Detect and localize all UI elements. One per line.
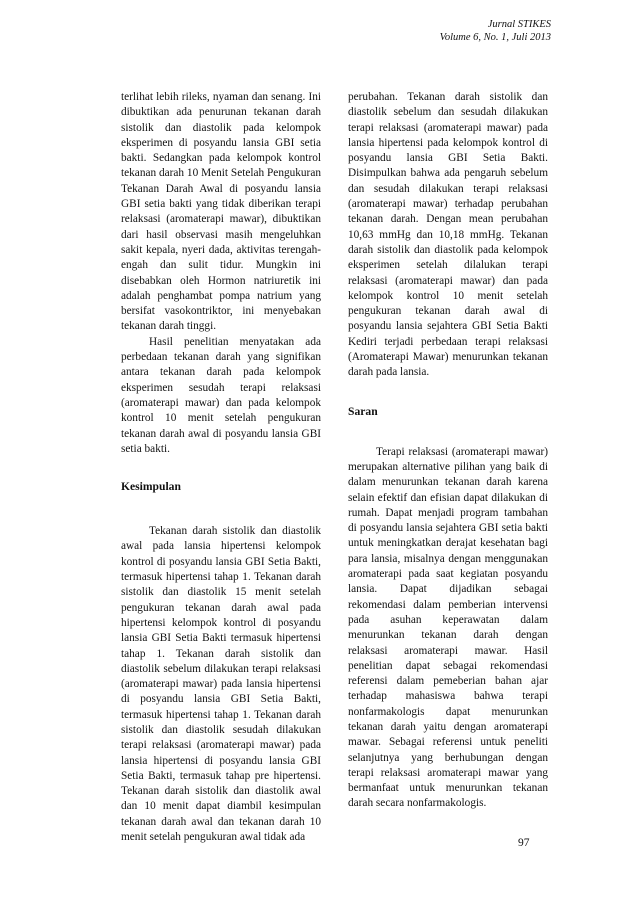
left-paragraph-3: Tekanan darah sistolik dan diastolik awal pada lansia hipertensi kelompok kontrol di posyandu lansia GBI Setia Bakti, termasuk hipertensi tahap 1. Tekanan darah sistolik dan diastolik 15 menit setelah pengukuran tekanan darah awal pada hipertensi kelompok kontrol di posyandu lansia GBI Setia Bakti termasuk hipertensi tahap 1. Tekanan darah sistolik dan diastolik sebelum dilakukan terapi relaksasi (aromaterapi mawar) pada lansia hipertensi di posyandu lansia GBI Setia Bakti, termasuk hipertensi tahap 1. Tekanan darah sistolik dan diastolik sesudah dilakukan terapi relaksasi (aromaterapi mawar) pada lansia hipertensi di posyandu lansia GBI Setia Bakti, termasuk tahap pre hipertensi. Tekanan darah sistolik dan diastolik awal dan 10 menit dapat diambil kesimpulan tekanan darah awal dan tekanan darah 10 menit setelah pengukuran awal tidak ada — [121, 525, 321, 844]
left-column — [121, 90, 321, 845]
journal-volume: Volume 6, No. 1, Juli 2013 — [439, 32, 551, 43]
right-paragraph-2: Terapi relaksasi (aromaterapi mawar) merupakan alternative pilihan yang baik di dalam menurunkan tekanan darah karena selain efektif dan efisian dapat dilakukan di rumah. Dapat menjadi program tambahan di posyandu lansia sejahtera GBI setia bakti untuk meningkatkan derajat kesehatan bagi para lansia, misalnya dengan menggunakan aromaterapi pada saat kegiatan posyandu lansia. Dapat dijadikan sebagai rekomendasi dalam pemberian intervensi pada asuhan keperawatan dalam menurunkan tekanan darah dengan relaksasi aromaterapi mawar. Hasil penelitian dapat sebagai rekomendasi referensi dalam pemeberian bahan ajar terhadap mahasiswa bahwa terapi nonfarmakologis dapat menurunkan tekanan darah yaitu dengan aromaterapi mawar. Sebagai referensi untuk peneliti selanjutnya yang berhubungan dengan terapi relaksasi aromaterapi mawar yang bermanfaat untuk menurunkan tekanan darah secara nonfarmakologis. — [348, 445, 548, 810]
journal-name: Jurnal STIKES — [487, 19, 551, 30]
section-heading-saran: Saran — [348, 404, 378, 418]
left-paragraph-1: terlihat lebih rileks, nyaman dan senang. Ini dibuktikan ada penurunan tekanan darah sistolik dan diastolik pada kelompok eksperimen di posyandu lansia GBI setia bakti. Sedangkan pada kelompok kontrol tekanan darah 10 Menit Setelah Pengukuran Tekanan Darah Awal di posyandu lansia GBI setia bakti yang tidak diberikan terapi relaksasi (aromaterapi mawar), dibuktikan dari hasil observasi masih mengeluhkan sakit kepala, nyeri dada, aktivitas terengah-engah dan sulit tidur. Mungkin ini disebabkan oleh Hormon natriuretik ini adalah penghambat pompa natrium yang bersifat vasokontriktor, ini menyebakan tekanan darah tinggi. — [121, 91, 321, 333]
page-number: 97 — [518, 837, 530, 849]
section-heading-kesimpulan: Kesimpulan — [121, 480, 181, 494]
running-header — [440, 18, 551, 44]
right-column — [348, 90, 548, 812]
left-paragraph-2: Hasil penelitian menyatakan ada perbedaan tekanan darah yang signifikan antara tekanan darah pada kelompok eksperimen sesudah terapi relaksasi (aromaterapi mawar) dan pada kelompok kontrol 10 menit setelah pengukuran tekanan darah awal di posyandu lansia GBI setia bakti. — [121, 335, 321, 455]
right-paragraph-1: perubahan. Tekanan darah sistolik dan diastolik sebelum dan sesudah dilakukan terapi relaksasi (aromaterapi mawar) pada lansia hipertensi pada kelompok kontrol di posyandu lansia GBI Setia Bakti. Disimpulkan bahwa ada pengaruh sebelum dan sesudah dilakukan terapi relaksasi (aromaterapi mawar) terhadap perubahan tekanan darah. Dengan mean perubahan 10,63 mmHg dan 10,18 mmHg. Tekanan darah sistolik dan diastolik pada kelompok eksperimen setelah dilalukan terapi relaksasi (aromaterapi mawar) dan pada kelompok kontrol 10 menit setelah pengukuran tekanan darah awal di posyandu lansia sejahtera GBI Setia Bakti Kediri terjadi perbedaan terapi relaksasi (Aromaterapi Mawar) menurunkan tekanan darah pada lansia. — [348, 91, 548, 379]
